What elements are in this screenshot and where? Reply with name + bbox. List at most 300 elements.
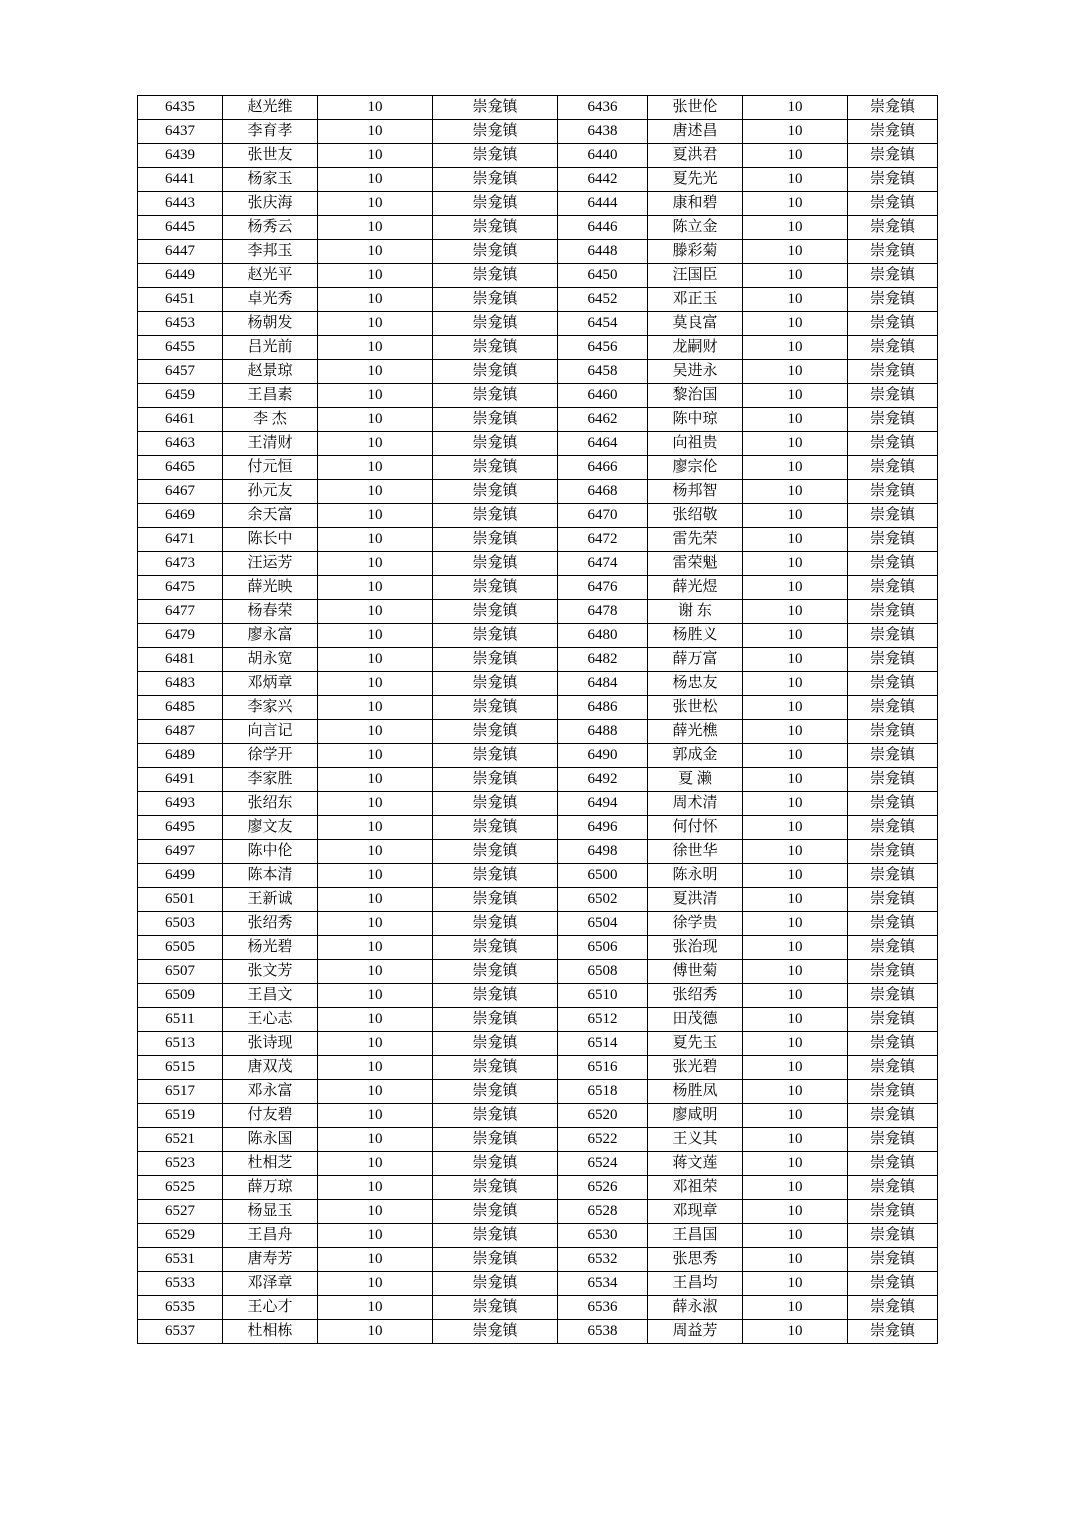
id-cell: 6480 [558,624,648,648]
id-cell: 6527 [138,1200,223,1224]
id-cell: 6496 [558,816,648,840]
town-cell: 崇龛镇 [848,552,938,576]
town-cell: 崇龛镇 [848,768,938,792]
score-cell: 10 [318,1224,433,1248]
name-cell: 付元恒 [223,456,318,480]
name-cell: 周益芳 [648,1320,743,1344]
town-cell: 崇龛镇 [848,600,938,624]
table-row [138,504,938,528]
id-cell: 6494 [558,792,648,816]
id-cell: 6536 [558,1296,648,1320]
town-cell: 崇龛镇 [433,144,558,168]
town-cell: 崇龛镇 [433,648,558,672]
id-cell: 6438 [558,120,648,144]
score-cell: 10 [743,720,848,744]
id-cell: 6510 [558,984,648,1008]
name-cell: 张绍东 [223,792,318,816]
name-cell: 张治现 [648,936,743,960]
town-cell: 崇龛镇 [848,1224,938,1248]
town-cell: 崇龛镇 [848,312,938,336]
town-cell: 崇龛镇 [848,912,938,936]
id-cell: 6513 [138,1032,223,1056]
id-cell: 6528 [558,1200,648,1224]
id-cell: 6534 [558,1272,648,1296]
name-cell: 康和碧 [648,192,743,216]
town-cell: 崇龛镇 [848,960,938,984]
town-cell: 崇龛镇 [433,1176,558,1200]
id-cell: 6436 [558,96,648,120]
name-cell: 何付怀 [648,816,743,840]
town-cell: 崇龛镇 [848,480,938,504]
id-cell: 6460 [558,384,648,408]
score-cell: 10 [318,816,433,840]
id-cell: 6462 [558,408,648,432]
town-cell: 崇龛镇 [848,432,938,456]
id-cell: 6441 [138,168,223,192]
id-cell: 6483 [138,672,223,696]
name-cell: 赵光平 [223,264,318,288]
town-cell: 崇龛镇 [433,1104,558,1128]
id-cell: 6505 [138,936,223,960]
id-cell: 6506 [558,936,648,960]
name-cell: 廖文友 [223,816,318,840]
score-cell: 10 [318,1320,433,1344]
score-cell: 10 [743,624,848,648]
id-cell: 6453 [138,312,223,336]
name-cell: 夏洪清 [648,888,743,912]
town-cell: 崇龛镇 [433,552,558,576]
town-cell: 崇龛镇 [433,1296,558,1320]
name-cell: 夏先光 [648,168,743,192]
id-cell: 6491 [138,768,223,792]
table-row [138,168,938,192]
name-cell: 杨秀云 [223,216,318,240]
town-cell: 崇龛镇 [848,1320,938,1344]
name-cell: 龙嗣财 [648,336,743,360]
name-cell: 汪运芳 [223,552,318,576]
table-row [138,120,938,144]
town-cell: 崇龛镇 [848,264,938,288]
name-cell: 王昌均 [648,1272,743,1296]
id-cell: 6467 [138,480,223,504]
score-cell: 10 [318,432,433,456]
table-row [138,432,938,456]
score-cell: 10 [318,480,433,504]
score-cell: 10 [743,192,848,216]
name-cell: 付友碧 [223,1104,318,1128]
name-cell: 雷荣魁 [648,552,743,576]
score-cell: 10 [318,408,433,432]
name-cell: 汪国臣 [648,264,743,288]
score-cell: 10 [743,1008,848,1032]
id-cell: 6481 [138,648,223,672]
resident-roster-table-body [138,96,938,1344]
name-cell: 杨光碧 [223,936,318,960]
name-cell: 杜相芝 [223,1152,318,1176]
name-cell: 吴进永 [648,360,743,384]
id-cell: 6458 [558,360,648,384]
town-cell: 崇龛镇 [848,1128,938,1152]
id-cell: 6529 [138,1224,223,1248]
score-cell: 10 [318,240,433,264]
score-cell: 10 [743,1152,848,1176]
id-cell: 6501 [138,888,223,912]
town-cell: 崇龛镇 [848,936,938,960]
id-cell: 6450 [558,264,648,288]
name-cell: 廖咸明 [648,1104,743,1128]
id-cell: 6515 [138,1056,223,1080]
id-cell: 6502 [558,888,648,912]
id-cell: 6503 [138,912,223,936]
name-cell: 向祖贵 [648,432,743,456]
town-cell: 崇龛镇 [848,1104,938,1128]
score-cell: 10 [743,312,848,336]
table-row [138,192,938,216]
town-cell: 崇龛镇 [433,720,558,744]
town-cell: 崇龛镇 [848,1152,938,1176]
score-cell: 10 [743,984,848,1008]
name-cell: 莫良富 [648,312,743,336]
id-cell: 6455 [138,336,223,360]
town-cell: 崇龛镇 [433,912,558,936]
score-cell: 10 [318,360,433,384]
id-cell: 6463 [138,432,223,456]
score-cell: 10 [743,456,848,480]
score-cell: 10 [743,1176,848,1200]
name-cell: 唐述昌 [648,120,743,144]
id-cell: 6447 [138,240,223,264]
score-cell: 10 [318,552,433,576]
town-cell: 崇龛镇 [848,720,938,744]
table-row [138,984,938,1008]
town-cell: 崇龛镇 [433,120,558,144]
name-cell: 邓祖荣 [648,1176,743,1200]
score-cell: 10 [743,432,848,456]
town-cell: 崇龛镇 [433,360,558,384]
table-row [138,600,938,624]
table-row [138,768,938,792]
town-cell: 崇龛镇 [848,96,938,120]
table-row [138,888,938,912]
name-cell: 张世松 [648,696,743,720]
name-cell: 王昌文 [223,984,318,1008]
score-cell: 10 [318,1272,433,1296]
name-cell: 邓现章 [648,1200,743,1224]
id-cell: 6443 [138,192,223,216]
table-row [138,288,938,312]
id-cell: 6485 [138,696,223,720]
table-row [138,480,938,504]
name-cell: 杨邦智 [648,480,743,504]
town-cell: 崇龛镇 [848,1296,938,1320]
id-cell: 6451 [138,288,223,312]
id-cell: 6475 [138,576,223,600]
town-cell: 崇龛镇 [433,192,558,216]
score-cell: 10 [743,528,848,552]
table-row [138,312,938,336]
score-cell: 10 [743,168,848,192]
score-cell: 10 [318,96,433,120]
name-cell: 滕彩菊 [648,240,743,264]
name-cell: 张绍秀 [223,912,318,936]
name-cell: 张绍敬 [648,504,743,528]
table-row [138,672,938,696]
score-cell: 10 [318,984,433,1008]
id-cell: 6507 [138,960,223,984]
score-cell: 10 [318,504,433,528]
score-cell: 10 [743,816,848,840]
id-cell: 6442 [558,168,648,192]
town-cell: 崇龛镇 [433,264,558,288]
score-cell: 10 [318,648,433,672]
town-cell: 崇龛镇 [433,1272,558,1296]
table-row [138,216,938,240]
town-cell: 崇龛镇 [848,408,938,432]
name-cell: 田茂德 [648,1008,743,1032]
id-cell: 6538 [558,1320,648,1344]
id-cell: 6452 [558,288,648,312]
name-cell: 王新诚 [223,888,318,912]
id-cell: 6474 [558,552,648,576]
id-cell: 6486 [558,696,648,720]
id-cell: 6531 [138,1248,223,1272]
score-cell: 10 [743,840,848,864]
score-cell: 10 [743,240,848,264]
id-cell: 6470 [558,504,648,528]
score-cell: 10 [743,288,848,312]
id-cell: 6509 [138,984,223,1008]
table-row [138,360,938,384]
name-cell: 邓炳章 [223,672,318,696]
score-cell: 10 [318,912,433,936]
name-cell: 向言记 [223,720,318,744]
name-cell: 王昌素 [223,384,318,408]
id-cell: 6535 [138,1296,223,1320]
town-cell: 崇龛镇 [433,1248,558,1272]
town-cell: 崇龛镇 [848,864,938,888]
id-cell: 6493 [138,792,223,816]
table-row [138,936,938,960]
id-cell: 6444 [558,192,648,216]
town-cell: 崇龛镇 [433,384,558,408]
table-row [138,144,938,168]
score-cell: 10 [318,1128,433,1152]
town-cell: 崇龛镇 [433,240,558,264]
town-cell: 崇龛镇 [433,888,558,912]
town-cell: 崇龛镇 [848,168,938,192]
id-cell: 6435 [138,96,223,120]
town-cell: 崇龛镇 [433,1032,558,1056]
name-cell: 唐双茂 [223,1056,318,1080]
name-cell: 陈长中 [223,528,318,552]
town-cell: 崇龛镇 [848,504,938,528]
score-cell: 10 [318,312,433,336]
score-cell: 10 [318,792,433,816]
score-cell: 10 [318,840,433,864]
name-cell: 张世友 [223,144,318,168]
town-cell: 崇龛镇 [433,1200,558,1224]
id-cell: 6477 [138,600,223,624]
name-cell: 夏先玉 [648,1032,743,1056]
table-row [138,1176,938,1200]
score-cell: 10 [743,216,848,240]
id-cell: 6484 [558,672,648,696]
town-cell: 崇龛镇 [848,744,938,768]
town-cell: 崇龛镇 [848,1272,938,1296]
score-cell: 10 [318,144,433,168]
table-row [138,1152,938,1176]
name-cell: 卓光秀 [223,288,318,312]
table-row [138,1032,938,1056]
score-cell: 10 [318,864,433,888]
score-cell: 10 [318,888,433,912]
name-cell: 张绍秀 [648,984,743,1008]
town-cell: 崇龛镇 [848,192,938,216]
id-cell: 6504 [558,912,648,936]
name-cell: 薛永淑 [648,1296,743,1320]
id-cell: 6482 [558,648,648,672]
score-cell: 10 [743,696,848,720]
score-cell: 10 [318,216,433,240]
table-row [138,576,938,600]
name-cell: 唐寿芳 [223,1248,318,1272]
score-cell: 10 [318,576,433,600]
name-cell: 张世伦 [648,96,743,120]
name-cell: 杜相栋 [223,1320,318,1344]
id-cell: 6511 [138,1008,223,1032]
name-cell: 徐学贵 [648,912,743,936]
town-cell: 崇龛镇 [433,1080,558,1104]
id-cell: 6490 [558,744,648,768]
town-cell: 崇龛镇 [848,576,938,600]
table-row [138,1296,938,1320]
town-cell: 崇龛镇 [433,432,558,456]
town-cell: 崇龛镇 [433,480,558,504]
id-cell: 6489 [138,744,223,768]
town-cell: 崇龛镇 [433,168,558,192]
town-cell: 崇龛镇 [433,1008,558,1032]
score-cell: 10 [743,912,848,936]
score-cell: 10 [318,600,433,624]
id-cell: 6456 [558,336,648,360]
town-cell: 崇龛镇 [848,336,938,360]
town-cell: 崇龛镇 [433,336,558,360]
name-cell: 郭成金 [648,744,743,768]
name-cell: 陈中琼 [648,408,743,432]
town-cell: 崇龛镇 [848,120,938,144]
town-cell: 崇龛镇 [433,600,558,624]
id-cell: 6449 [138,264,223,288]
name-cell: 薛万富 [648,648,743,672]
name-cell: 徐世华 [648,840,743,864]
town-cell: 崇龛镇 [433,984,558,1008]
score-cell: 10 [743,1320,848,1344]
town-cell: 崇龛镇 [848,984,938,1008]
town-cell: 崇龛镇 [433,792,558,816]
name-cell: 王义其 [648,1128,743,1152]
name-cell: 徐学开 [223,744,318,768]
table-row [138,1104,938,1128]
name-cell: 谢 东 [648,600,743,624]
name-cell: 余天富 [223,504,318,528]
id-cell: 6454 [558,312,648,336]
score-cell: 10 [318,1152,433,1176]
score-cell: 10 [318,528,433,552]
score-cell: 10 [743,936,848,960]
name-cell: 王心志 [223,1008,318,1032]
table-row [138,408,938,432]
id-cell: 6445 [138,216,223,240]
score-cell: 10 [318,1056,433,1080]
id-cell: 6537 [138,1320,223,1344]
name-cell: 张庆海 [223,192,318,216]
town-cell: 崇龛镇 [848,240,938,264]
score-cell: 10 [743,864,848,888]
score-cell: 10 [318,960,433,984]
score-cell: 10 [743,264,848,288]
id-cell: 6439 [138,144,223,168]
score-cell: 10 [743,648,848,672]
name-cell: 李 杰 [223,408,318,432]
id-cell: 6457 [138,360,223,384]
name-cell: 张诗现 [223,1032,318,1056]
resident-roster-table [137,95,938,1344]
id-cell: 6468 [558,480,648,504]
score-cell: 10 [743,1104,848,1128]
score-cell: 10 [318,168,433,192]
id-cell: 6523 [138,1152,223,1176]
table-row [138,1200,938,1224]
score-cell: 10 [743,336,848,360]
id-cell: 6520 [558,1104,648,1128]
id-cell: 6518 [558,1080,648,1104]
id-cell: 6472 [558,528,648,552]
town-cell: 崇龛镇 [848,288,938,312]
name-cell: 薛光映 [223,576,318,600]
name-cell: 李家胜 [223,768,318,792]
score-cell: 10 [743,504,848,528]
id-cell: 6471 [138,528,223,552]
score-cell: 10 [743,144,848,168]
score-cell: 10 [318,1104,433,1128]
score-cell: 10 [743,96,848,120]
table-row [138,840,938,864]
town-cell: 崇龛镇 [848,840,938,864]
score-cell: 10 [743,1248,848,1272]
town-cell: 崇龛镇 [433,624,558,648]
table-row [138,528,938,552]
name-cell: 邓泽章 [223,1272,318,1296]
table-row [138,696,938,720]
name-cell: 薛万琼 [223,1176,318,1200]
score-cell: 10 [743,888,848,912]
name-cell: 赵景琼 [223,360,318,384]
town-cell: 崇龛镇 [433,528,558,552]
id-cell: 6446 [558,216,648,240]
score-cell: 10 [318,1296,433,1320]
name-cell: 杨朝发 [223,312,318,336]
score-cell: 10 [318,336,433,360]
id-cell: 6488 [558,720,648,744]
name-cell: 邓正玉 [648,288,743,312]
town-cell: 崇龛镇 [848,1056,938,1080]
name-cell: 周术清 [648,792,743,816]
id-cell: 6498 [558,840,648,864]
score-cell: 10 [318,1008,433,1032]
score-cell: 10 [318,744,433,768]
name-cell: 蒋文莲 [648,1152,743,1176]
table-row [138,912,938,936]
